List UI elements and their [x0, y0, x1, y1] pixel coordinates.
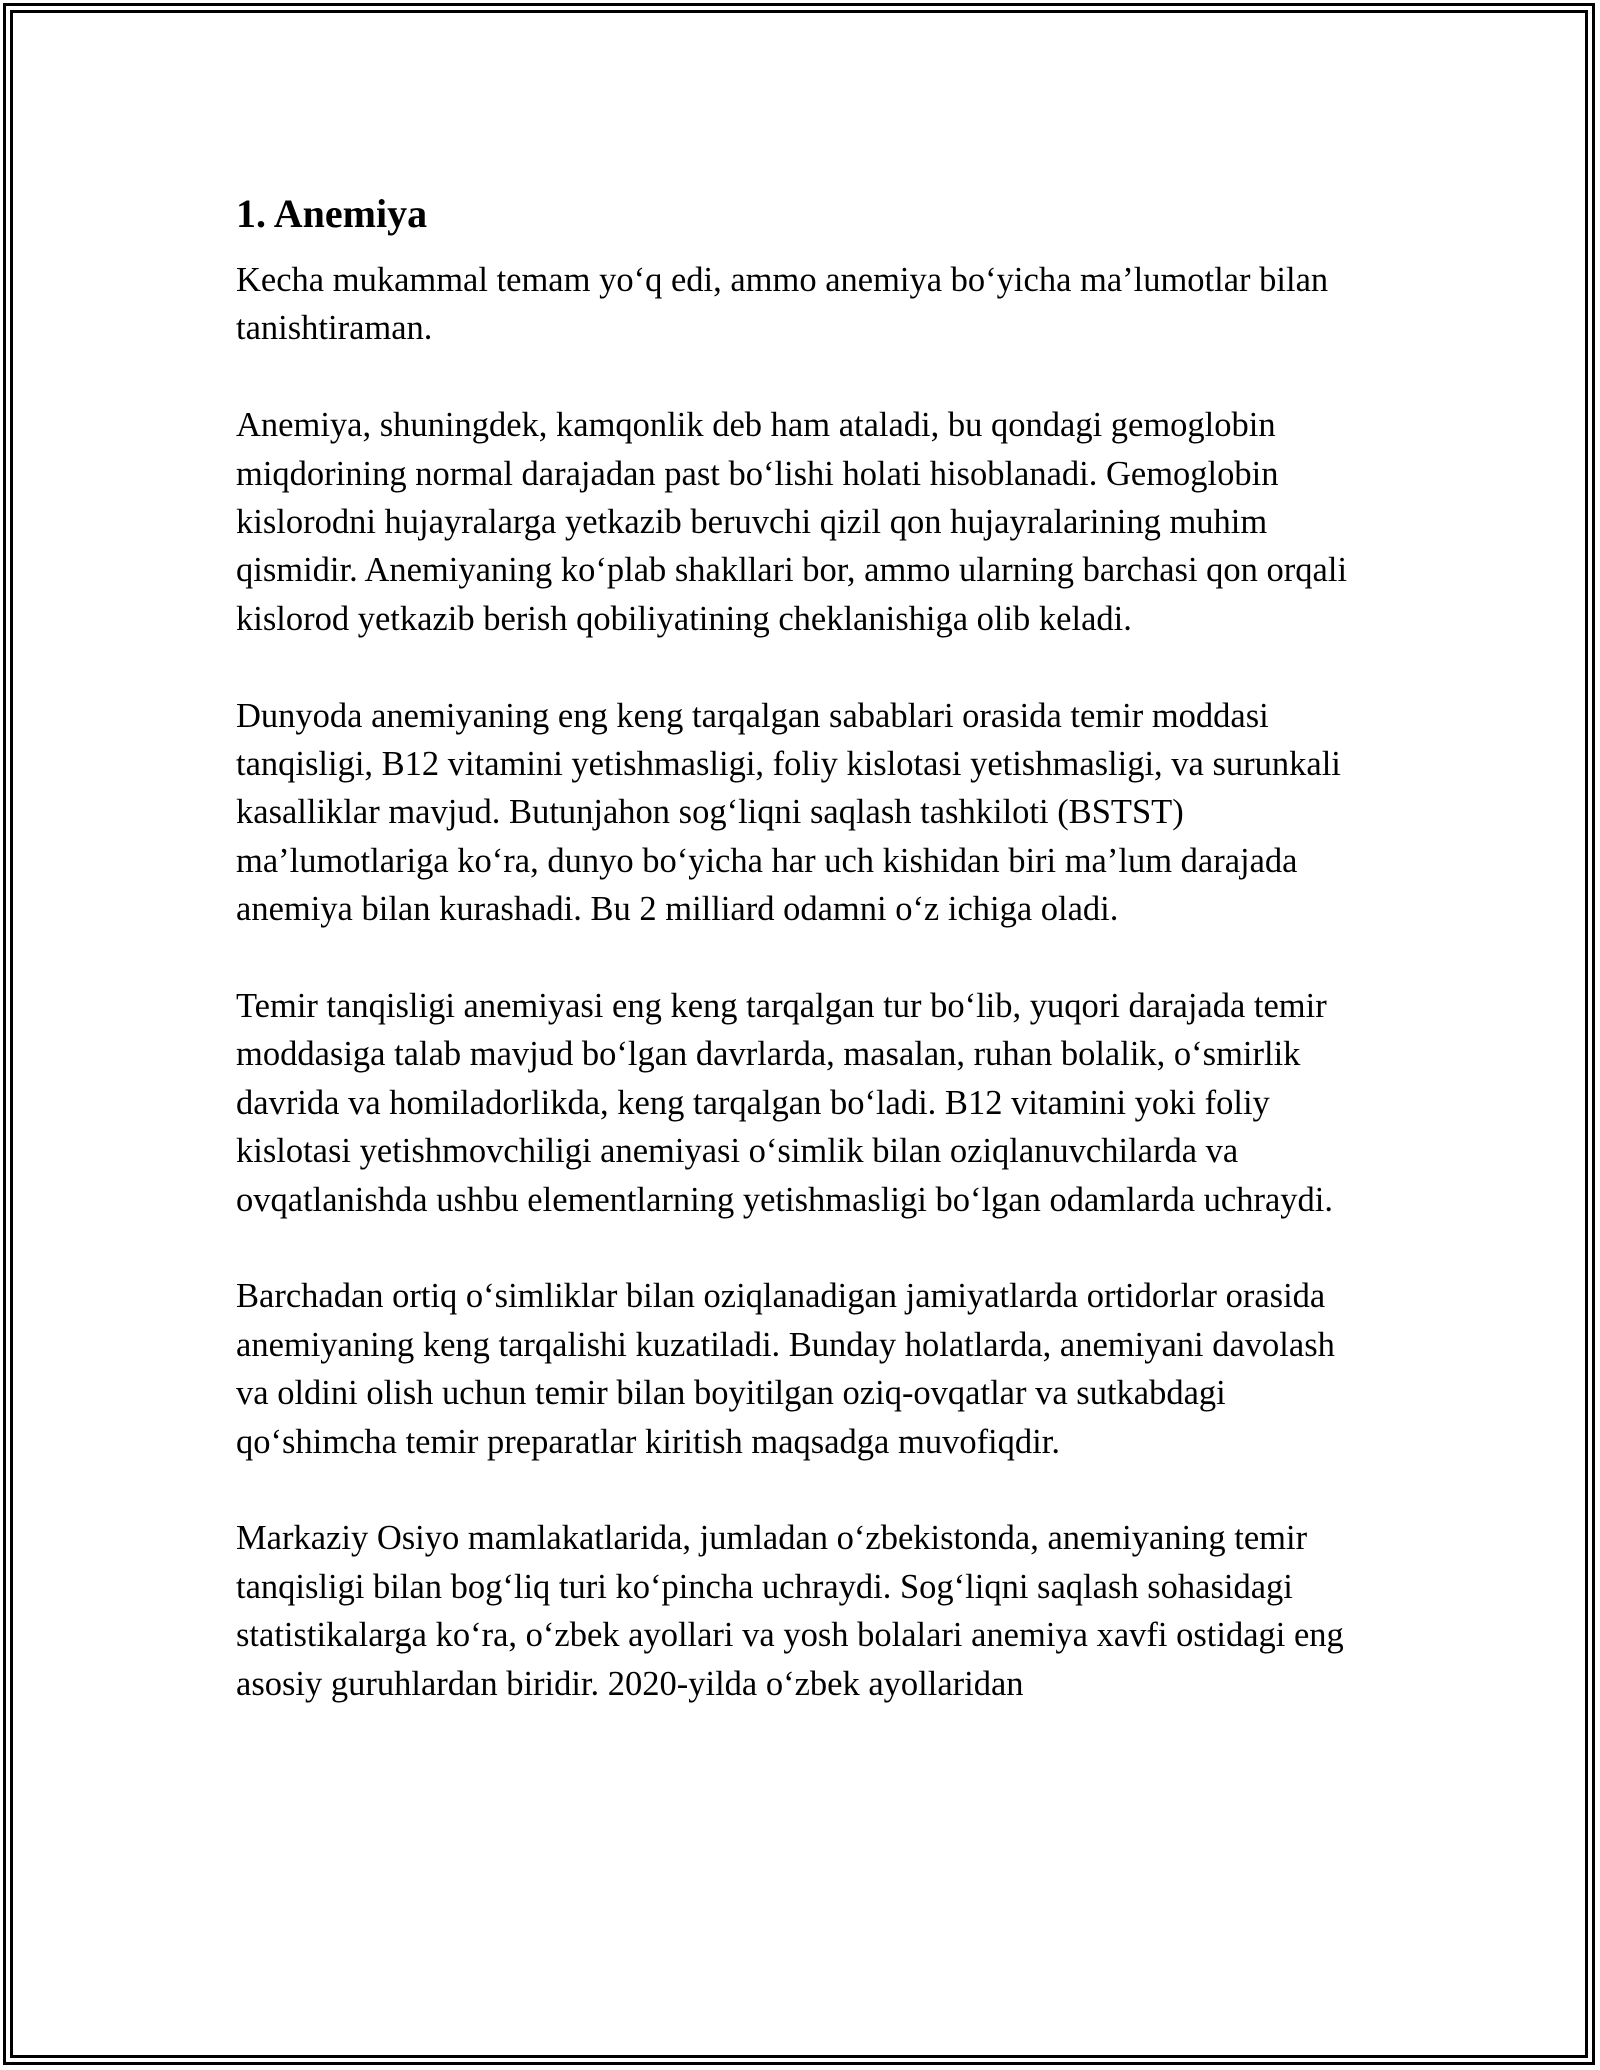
section-heading: 1. Anemiya: [236, 191, 428, 236]
paragraph-plant-diets: Barchadan ortiq o‘simliklar bilan oziqlanadigan jamiyatlarda ortidorlar orasida anemiyaning keng tarqalishi kuzatiladi. Bunday holatlarda, anemiyani davolash va oldini olish uchun temir bilan boyitilgan oziq-ovqatlar va sutkabdagi qo‘shimcha temir preparatlar kiritish maqsadga muvofiqdir.: [236, 1277, 1335, 1461]
paragraph-causes: Dunyoda anemiyaning eng keng tarqalgan sabablari orasida temir moddasi tanqisligi, B12 vitamini yetishmasligi, foliy kislotasi yetishmasligi, va surunkali kasalliklar mavjud. Butunjahon sog‘liqni saqlash tashkiloti (BSTST) ma’lumotlariga ko‘ra, dunyo bo‘yicha har uch kishidan biri ma’lum darajada anemiya bilan kurashadi. Bu 2 milliard odamni o‘z ichiga oladi.: [236, 696, 1341, 929]
paragraph-central-asia: Markaziy Osiyo mamlakatlarida, jumladan o‘zbekistonda, anemiyaning temir tanqisligi bilan bog‘liq turi ko‘pincha uchraydi. Sog‘liqni saqlash sohasidagi statistikalarga ko‘ra, o‘zbek ayollari va yosh bolalari anemiya xavfi ostidagi eng asosiy guruhlardan biridir. 2020-yilda o‘zbek ayollaridan: [236, 1519, 1344, 1703]
paragraph-definition: Anemiya, shuningdek, kamqonlik deb ham ataladi, bu qondagi gemoglobin miqdorining normal darajadan past bo‘lishi holati hisoblanadi. Gemoglobin kislorodni hujayralarga yetkazib beruvchi qizil qon hujayralarining muhim qismidir. Anemiyaning ko‘plab shakllari bor, ammo ularning barchasi qon orqali kislorod yetkazib berish qobiliyatining cheklanishiga olib keladi.: [236, 406, 1348, 638]
document-body: [236, 186, 1361, 1757]
paragraph-iron-deficiency: Temir tanqisligi anemiyasi eng keng tarqalgan tur bo‘lib, yuqori darajada temir moddasiga talab mavjud bo‘lgan davrlarda, masalan, ruhan bolalik, o‘smirlik davrida va homiladorlikda, keng tarqalgan bo‘ladi. B12 vitamini yoki foliy kislotasi yetishmovchiligi anemiyasi o‘simlik bilan oziqlanuvchilarda va ovqatlanishda ushbu elementlarning yetishmasligi bo‘lgan odamlarda uchraydi.: [236, 987, 1334, 1219]
paragraph-intro: Kecha mukammal temam yo‘q edi, ammo anemiya bo‘yicha ma’lumotlar bilan tanishtiraman.: [236, 261, 1329, 348]
